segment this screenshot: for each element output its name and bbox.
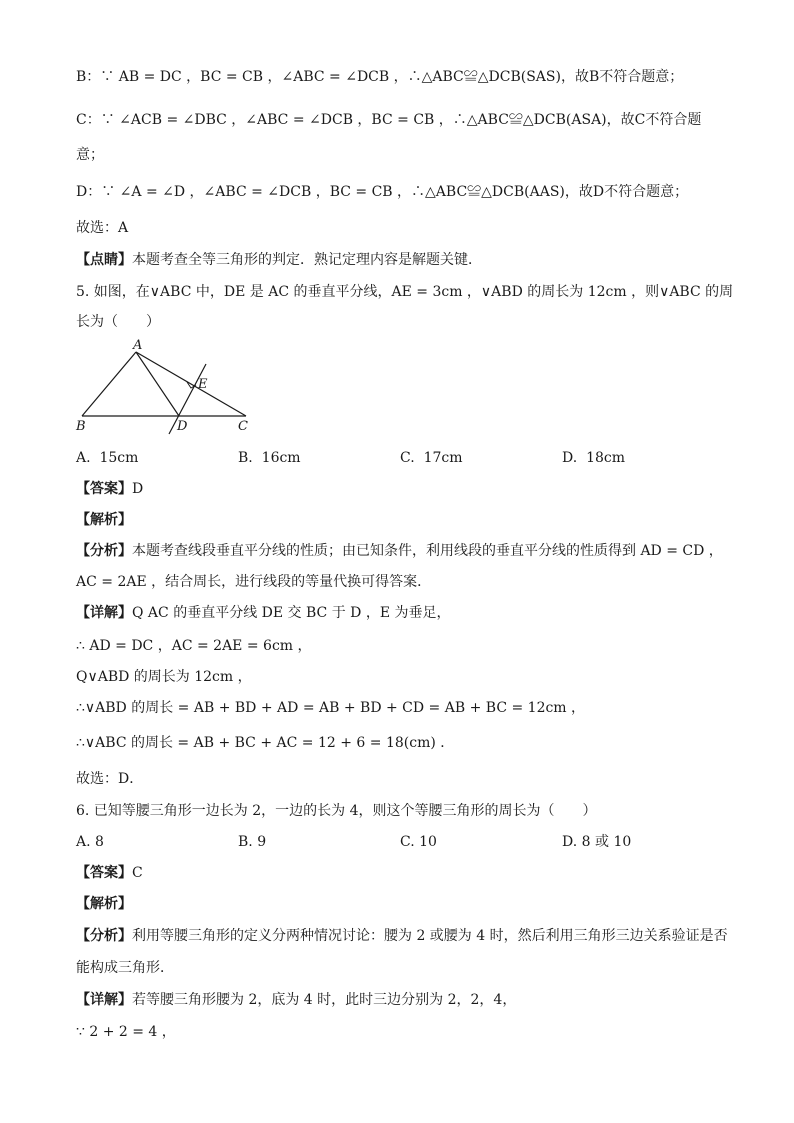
q6-detail-text: 若等腰三角形腰为 2，底为 4 时，此时三边分别为 2，2，4， (132, 992, 517, 1008)
q4-comment (76, 250, 724, 270)
fenxi-tag-2: 【分析】 (76, 928, 132, 944)
detail-tag-2: 【详解】 (76, 992, 132, 1008)
detail-tag: 【详解】 (76, 605, 132, 621)
q5-answer-value: D (132, 481, 144, 497)
q5-detail-line-2: ∴ AD = DC ，AC = 2AE = 6cm ， (76, 638, 312, 654)
q6-answer-value: C (132, 865, 143, 881)
q6-option-b: B. 9 (238, 834, 267, 850)
q5-option-a: A. 15cm (76, 450, 139, 466)
label-a: A (133, 338, 143, 353)
q4-choose: 故选：A (76, 220, 129, 236)
q5-option-b: B. 16cm (238, 450, 301, 466)
q5-triangle-figure (70, 338, 270, 438)
fenxi-tag: 【分析】 (76, 543, 132, 559)
q4-option-d-explanation: D：∵ ∠A = ∠D ，∠ABC = ∠DCB ，BC = CB ，∴△ABC≌△DCB(AAS)，故D不符合题意； (76, 184, 689, 200)
q6-analysis-cont: 能构成三角形． (76, 960, 174, 976)
q6-stem: 6. 已知等腰三角形一边长为 2，一边的长为 4，则这个等腰三角形的周长为（ ） (76, 803, 597, 819)
q6-analysis (76, 926, 728, 946)
q5-option-c: C. 17cm (400, 450, 463, 466)
q4-option-c-explanation-cont: 意； (76, 147, 104, 163)
analysis-tag: 【解析】 (76, 512, 132, 528)
q5-option-d: D. 18cm (562, 450, 626, 466)
segment-ad (136, 352, 179, 416)
q6-option-d: D. 8 或 10 (562, 834, 632, 850)
q6-answer (76, 863, 724, 883)
label-e: E (198, 377, 208, 392)
analysis-tag-2: 【解析】 (76, 896, 132, 912)
q6-option-a: A. 8 (76, 834, 104, 850)
comment-tag: 【点睛】 (76, 252, 132, 268)
q5-analysis-text: 本题考查线段垂直平分线的性质；由已知条件，利用线段的垂直平分线的性质得到 AD = CD ， (132, 543, 723, 559)
q6-detail-line-2: ∵ 2 + 2 = 4 ， (76, 1024, 176, 1040)
q4-comment-text: 本题考查全等三角形的判定．熟记定理内容是解题关键． (132, 252, 482, 268)
q5-analysis (76, 541, 724, 561)
answer-tag: 【答案】 (76, 481, 132, 497)
q5-stem-cont: 长为（ ） (76, 314, 160, 330)
q5-stem: 5. 如图，在∨ABC 中，DE 是 AC 的垂直平分线，AE = 3cm ，∨ABD 的周长为 12cm ，则∨ABC 的周 (76, 284, 734, 300)
q6-detail (76, 990, 724, 1010)
q5-detail-text: Q AC 的垂直平分线 DE 交 BC 于 D ，E 为垂足， (132, 605, 451, 621)
q5-detail-line-4: ∴∨ABD 的周长 = AB + BD + AD = AB + BD + CD = AB + BC = 12cm ， (76, 700, 586, 716)
label-d: D (177, 419, 188, 434)
side-ac (136, 352, 246, 416)
answer-tag-2: 【答案】 (76, 865, 132, 881)
q5-analysis-cont: AC = 2AE ，结合周长，进行线段的等量代换可得答案． (76, 574, 432, 590)
q5-answer (76, 479, 724, 499)
q4-option-c-explanation: C：∵ ∠ACB = ∠DBC ，∠ABC = ∠DCB ，BC = CB ，∴△ABC≌△DCB(ASA)，故C不符合题 (76, 112, 702, 128)
label-c: C (238, 419, 248, 434)
q6-analysis-text: 利用等腰三角形的定义分两种情况讨论：腰为 2 或腰为 4 时，然后利用三角形三边关系验证是否 (132, 928, 728, 944)
q6-option-c: C. 10 (400, 834, 437, 850)
q5-detail (76, 603, 724, 623)
label-b: B (76, 419, 86, 434)
q6-analysis-heading (76, 894, 724, 914)
q5-detail-line-5: ∴∨ABC 的周长 = AB + BC + AC = 12 + 6 = 18(cm) ． (76, 735, 455, 751)
q5-choose: 故选：D． (76, 771, 144, 787)
q4-option-b-explanation: B：∵ AB = DC ，BC = CB ，∠ABC = ∠DCB ，∴△ABC≌△DCB(SAS)，故B不符合题意； (76, 69, 684, 85)
side-ab (82, 352, 136, 416)
q5-detail-line-3: Q∨ABD 的周长为 12cm ， (76, 669, 252, 685)
q5-analysis-heading (76, 510, 724, 530)
